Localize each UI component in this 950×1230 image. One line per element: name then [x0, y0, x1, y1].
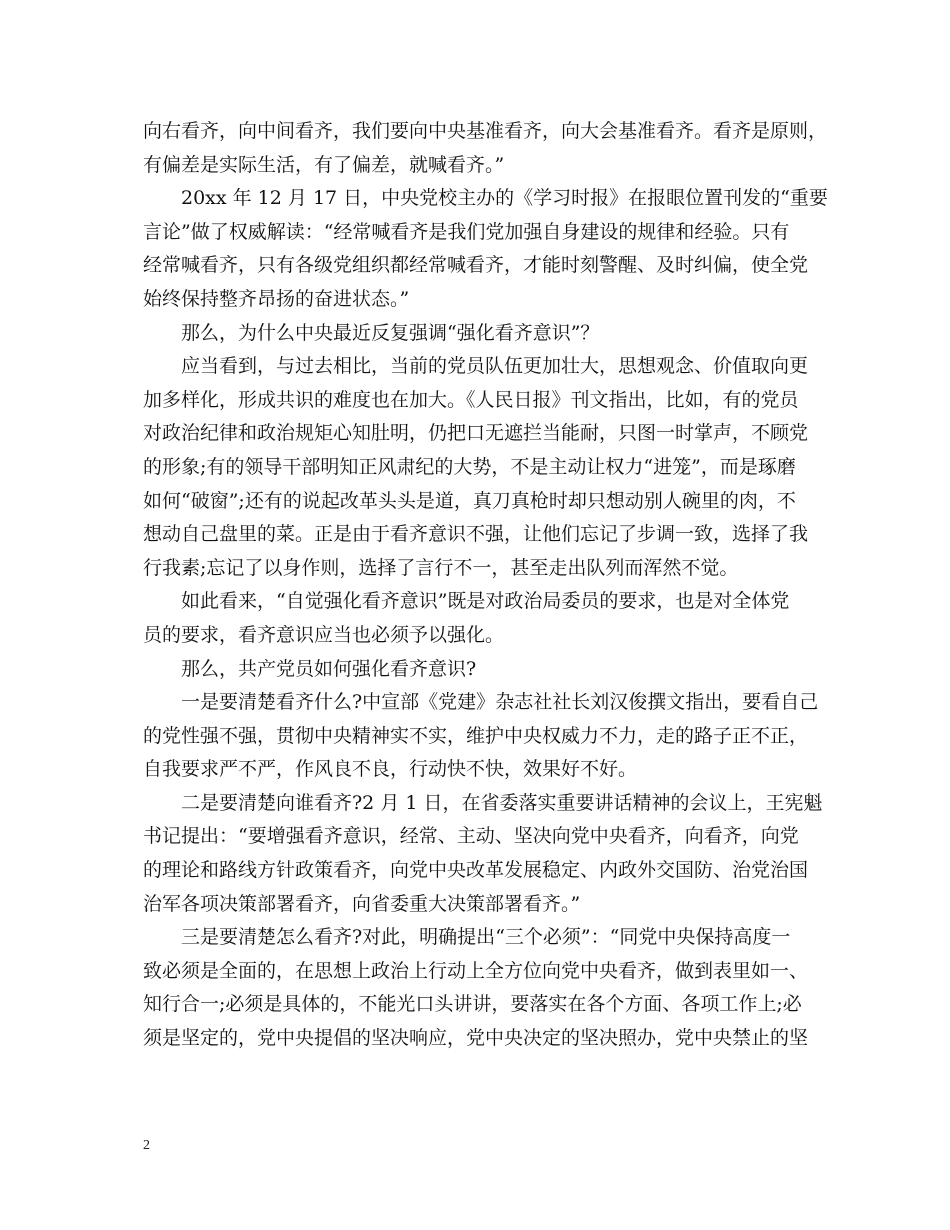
text-line: 知行合一;必须是具体的，不能光口头讲讲，要落实在各个方面、各项工作上;必 [143, 993, 802, 1016]
paragraph-start: 三是要清楚怎么看齐?对此，明确提出“三个必须”：“同党中央保持高度一 [181, 926, 791, 949]
text-line: 须是坚定的，党中央提倡的坚决响应，党中央决定的坚决照办，党中央禁止的坚 [143, 1027, 809, 1050]
text-line: 想动自己盘里的菜。正是由于看齐意识不强，让他们忘记了步调一致，选择了我 [143, 523, 809, 546]
text-line: 治军各项决策部署看齐，向省委重大决策部署看齐。” [143, 892, 581, 915]
document-body [143, 115, 828, 1056]
text-line: 书记提出：“要增强看齐意识，经常、主动、坚决向党中央看齐，向看齐，向党 [143, 825, 799, 848]
text-line: 的理论和路线方针政策看齐，向党中央改革发展稳定、内政外交国防、治党治国 [143, 859, 809, 882]
text-line: 言论”做了权威解读：“经常喊看齐是我们党加强自身建设的规律和经验。只有 [143, 220, 790, 243]
text-line: 向右看齐，向中间看齐，我们要向中央基准看齐，向大会基准看齐。看齐是原则， [143, 120, 828, 142]
paragraph-start: 如此看来，“自觉强化看齐意识”既是对政治局委员的要求，也是对全体党 [181, 590, 790, 613]
text-line: 的形象;有的领导干部明知正风肃纪的大势，不是主动让权力“进笼”，而是琢磨 [143, 455, 796, 478]
paragraph-start: 应当看到，与过去相比，当前的党员队伍更加壮大，思想观念、价值取向更 [181, 355, 809, 378]
text-line: 的党性强不强，贯彻中央精神实不实，维护中央权威力不力，走的路子正不正， [143, 724, 809, 747]
page-number: 2 [143, 1138, 150, 1153]
text-line: 有偏差是实际生活，有了偏差，就喊看齐。” [143, 153, 505, 176]
text-line: 如何“破窗”;还有的说起改革头头是道，真刀真枪时却只想动别人碗里的肉，不 [143, 489, 796, 512]
paragraph-start: 二是要清楚向谁看齐?2 月 1 日，在省委落实重要讲话精神的会议上，王宪魁 [181, 791, 823, 814]
text-line: 加多样化，形成共识的难度也在加大。《人民日报》刊文指出，比如，有的党员 [143, 388, 799, 411]
text-line: 经常喊看齐，只有各级党组织都经常喊看齐，才能时刻警醒、及时纠偏，使全党 [143, 254, 809, 277]
paragraph-start: 一是要清楚看齐什么?中宣部《党建》杂志社社长刘汉俊撰文指出，要看自己 [181, 691, 819, 714]
text-line: 始终保持整齐昂扬的奋进状态。” [143, 287, 410, 310]
paragraph-start: 那么，共产党员如何强化看齐意识? [181, 657, 477, 680]
text-line: 员的要求，看齐意识应当也必须予以强化。 [143, 623, 505, 646]
text-line: 致必须是全面的，在思想上政治上行动上全方位向党中央看齐，做到表里如一、 [143, 959, 809, 982]
text-line: 自我要求严不严，作风良不良，行动快不快，效果好不好。 [143, 758, 638, 781]
text-line: 行我素;忘记了以身作则，选择了言行不一，甚至走出队列而浑然不觉。 [143, 556, 739, 579]
paragraph-start: 那么，为什么中央最近反复强调“强化看齐意识”？ [181, 321, 600, 344]
text-line: 对政治纪律和政治规矩心知肚明，仍把口无遮拦当能耐，只图一时掌声，不顾党 [143, 422, 809, 445]
paragraph-start: 20xx 年 12 月 17 日，中央党校主办的《学习时报》在报眼位置刊发的“重要 [181, 187, 828, 210]
